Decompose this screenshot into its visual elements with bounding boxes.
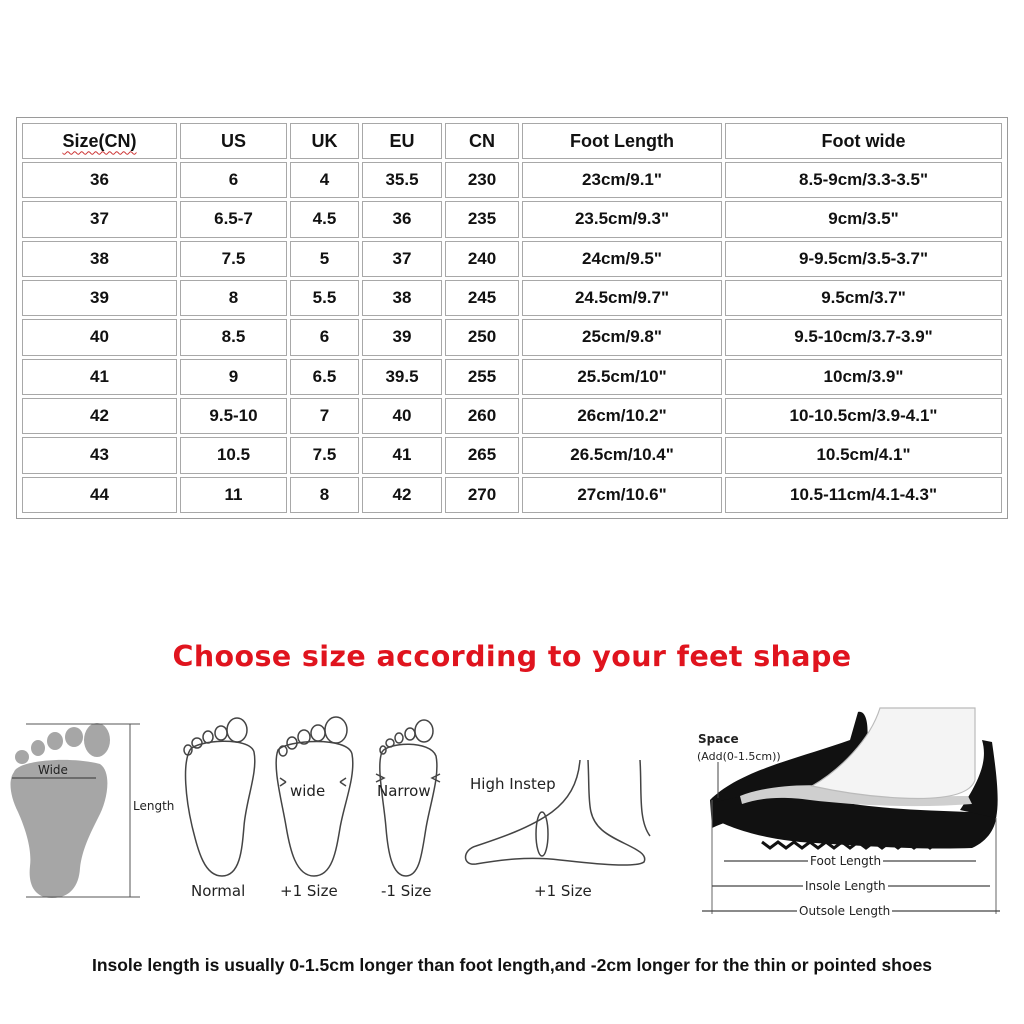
- table-cell: 240: [445, 241, 519, 277]
- wide-foot-label: wide: [290, 782, 326, 800]
- table-cell: 235: [445, 201, 519, 237]
- table-cell: 43: [22, 437, 177, 473]
- table-cell: 255: [445, 359, 519, 395]
- table-header: US: [180, 123, 287, 159]
- table-cell: 40: [22, 319, 177, 355]
- table-cell: 40: [362, 398, 442, 434]
- table-cell: 7: [290, 398, 359, 434]
- table-cell: 23.5cm/9.3": [522, 201, 722, 237]
- table-header: Size(CN): [22, 123, 177, 159]
- instep-size-label: +1 Size: [534, 882, 592, 900]
- table-header-row: [22, 123, 1002, 159]
- table-cell: 38: [22, 241, 177, 277]
- table-cell: 8.5-9cm/3.3-3.5": [725, 162, 1002, 198]
- table-cell: 42: [362, 477, 442, 513]
- table-row: [22, 241, 1002, 277]
- table-cell: 37: [22, 201, 177, 237]
- table-cell: 9cm/3.5": [725, 201, 1002, 237]
- table-cell: 250: [445, 319, 519, 355]
- high-instep-label: High Instep: [470, 775, 556, 793]
- table-cell: 25cm/9.8": [522, 319, 722, 355]
- table-cell: 9-9.5cm/3.5-3.7": [725, 241, 1002, 277]
- table-cell: 5: [290, 241, 359, 277]
- table-cell: 4: [290, 162, 359, 198]
- table-row: [22, 280, 1002, 316]
- table-cell: 6.5: [290, 359, 359, 395]
- table-cell: 23cm/9.1": [522, 162, 722, 198]
- table-cell: 39.5: [362, 359, 442, 395]
- table-cell: 37: [362, 241, 442, 277]
- table-cell: 9.5cm/3.7": [725, 280, 1002, 316]
- wide-label: Wide: [38, 763, 68, 777]
- insole-note: Insole length is usually 0-1.5cm longer than foot length,and -2cm longer for the thin or pointed shoes: [91, 955, 933, 975]
- table-cell: 9: [180, 359, 287, 395]
- table-cell: 260: [445, 398, 519, 434]
- table-row: [22, 437, 1002, 473]
- table-cell: 41: [362, 437, 442, 473]
- space-add-label: (Add(0-1.5cm)): [697, 750, 781, 763]
- table-cell: 6: [180, 162, 287, 198]
- outsole-length-label: Outsole Length: [799, 904, 891, 918]
- table-header: UK: [290, 123, 359, 159]
- table-cell: 4.5: [290, 201, 359, 237]
- table-cell: 44: [22, 477, 177, 513]
- foot-length-label: Foot Length: [810, 854, 882, 868]
- table-cell: 39: [22, 280, 177, 316]
- table-cell: 24cm/9.5": [522, 241, 722, 277]
- table-cell: 36: [362, 201, 442, 237]
- wide-size-label: +1 Size: [280, 882, 338, 900]
- size-chart-table: [16, 117, 1008, 519]
- table-cell: 7.5: [290, 437, 359, 473]
- table-cell: 9.5-10cm/3.7-3.9": [725, 319, 1002, 355]
- table-cell: 8: [180, 280, 287, 316]
- table-cell: 9.5-10: [180, 398, 287, 434]
- table-cell: 230: [445, 162, 519, 198]
- table-cell: 39: [362, 319, 442, 355]
- table-cell: 10cm/3.9": [725, 359, 1002, 395]
- narrow-size-label: -1 Size: [381, 882, 432, 900]
- table-header: Foot Length: [522, 123, 722, 159]
- table-cell: 27cm/10.6": [522, 477, 722, 513]
- table-cell: 25.5cm/10": [522, 359, 722, 395]
- table-cell: 10.5cm/4.1": [725, 437, 1002, 473]
- table-cell: 265: [445, 437, 519, 473]
- table-header: Foot wide: [725, 123, 1002, 159]
- table-cell: 38: [362, 280, 442, 316]
- table-cell: 10.5-11cm/4.1-4.3": [725, 477, 1002, 513]
- table-row: [22, 477, 1002, 513]
- table-cell: 41: [22, 359, 177, 395]
- space-label: Space: [698, 732, 739, 746]
- table-cell: 26.5cm/10.4": [522, 437, 722, 473]
- table-cell: 5.5: [290, 280, 359, 316]
- table-cell: 36: [22, 162, 177, 198]
- table-row: [22, 201, 1002, 237]
- table-header: CN: [445, 123, 519, 159]
- table-cell: 8.5: [180, 319, 287, 355]
- table-cell: 7.5: [180, 241, 287, 277]
- insole-length-label: Insole Length: [805, 879, 886, 893]
- table-cell: 270: [445, 477, 519, 513]
- length-label: Length: [133, 799, 175, 813]
- table-cell: 10-10.5cm/3.9-4.1": [725, 398, 1002, 434]
- table-cell: 8: [290, 477, 359, 513]
- table-cell: 42: [22, 398, 177, 434]
- table-cell: 10.5: [180, 437, 287, 473]
- table-cell: 245: [445, 280, 519, 316]
- table-row: [22, 359, 1002, 395]
- table-row: [22, 398, 1002, 434]
- table-header: EU: [362, 123, 442, 159]
- shoe-cross-section-icon: [710, 708, 998, 849]
- table-cell: 26cm/10.2": [522, 398, 722, 434]
- table-cell: 11: [180, 477, 287, 513]
- normal-foot-icon: [184, 718, 255, 876]
- table-body: [22, 162, 1002, 513]
- fit-guide-headline: Choose size according to your feet shape: [172, 640, 852, 673]
- footprint-icon: [11, 723, 110, 898]
- foot-shape-illustrations: [0, 700, 1024, 930]
- table-cell: 24.5cm/9.7": [522, 280, 722, 316]
- normal-foot-label: Normal: [191, 882, 246, 900]
- table-row: [22, 319, 1002, 355]
- narrow-foot-label: Narrow: [377, 782, 431, 800]
- illustration-drawing: [0, 700, 1024, 930]
- table-cell: 6: [290, 319, 359, 355]
- table-row: [22, 162, 1002, 198]
- table-cell: 6.5-7: [180, 201, 287, 237]
- table-cell: 35.5: [362, 162, 442, 198]
